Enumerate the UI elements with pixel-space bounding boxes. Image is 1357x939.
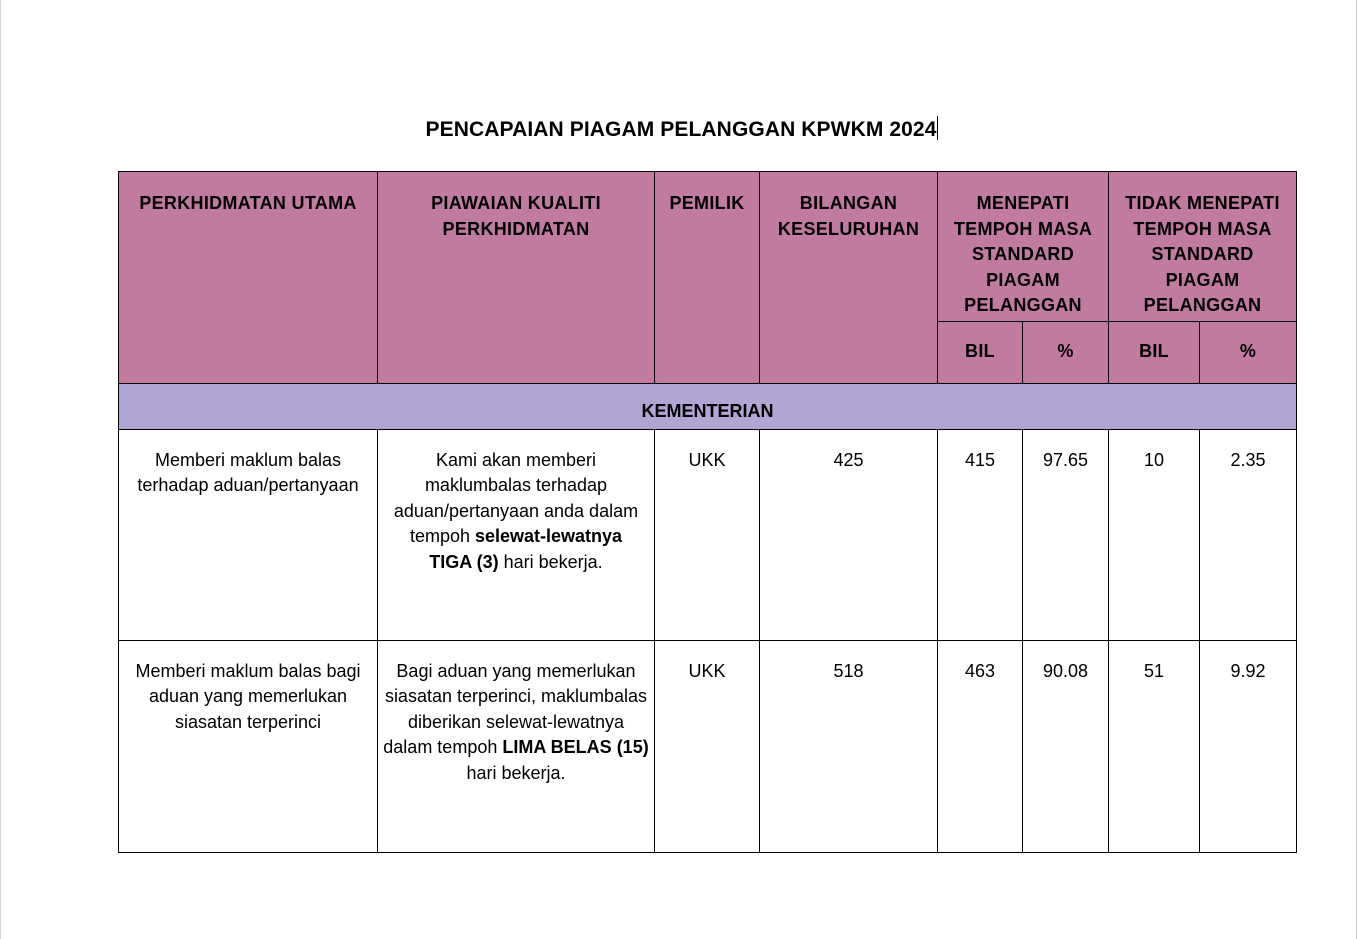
cell-notmet-bil: 10	[1109, 429, 1200, 640]
header-menepati-label: MENEPATI TEMPOH MASA STANDARD PIAGAM PELANGGAN	[953, 193, 1093, 315]
service-text: Memberi maklum balas bagi aduan yang memerlukan siasatan terperinci	[135, 660, 361, 732]
service-text: Memberi maklum balas terhadap aduan/pertanyaan	[137, 449, 359, 495]
standard-text	[378, 659, 654, 787]
cell-notmet-percent: 2.35	[1200, 429, 1297, 640]
header-bilangan-label: BILANGAN KESELURUHAN	[777, 193, 920, 239]
cell-service	[119, 640, 378, 852]
header-menepati	[938, 172, 1109, 322]
cell-owner: UKK	[655, 429, 760, 640]
section-row	[119, 383, 1297, 429]
standard-text-bold: selewat-lewatnya TIGA (3)	[429, 526, 623, 572]
cell-total: 425	[760, 429, 938, 640]
text-cursor	[937, 116, 938, 140]
header-piawaian	[378, 172, 655, 384]
subheader-notmet-percent: %	[1200, 321, 1297, 383]
cell-met-bil: 463	[938, 640, 1023, 852]
standard-text-pre: Kami akan memberi maklumbalas terhadap aduan/pertanyaan anda dalam tempoh	[393, 449, 639, 546]
section-kementerian	[119, 383, 1297, 429]
header-tidak-menepati-label: TIDAK MENEPATI TEMPOH MASA STANDARD PIAGAM PELANGGAN	[1125, 193, 1280, 315]
cell-standard	[378, 640, 655, 852]
cell-standard	[378, 429, 655, 640]
section-kementerian-label: KEMENTERIAN	[641, 401, 774, 421]
cell-service	[119, 429, 378, 640]
cell-notmet-percent: 9.92	[1200, 640, 1297, 852]
cell-met-bil: 415	[938, 429, 1023, 640]
subheader-met-bil: BIL	[938, 321, 1023, 383]
header-bilangan	[760, 172, 938, 384]
cell-notmet-bil: 51	[1109, 640, 1200, 852]
header-perkhidmatan-utama	[119, 172, 378, 384]
header-pemilik-label: PEMILIK	[669, 193, 745, 213]
cell-met-percent: 97.65	[1023, 429, 1109, 640]
header-pemilik	[655, 172, 760, 384]
header-row	[119, 172, 1297, 322]
standard-text	[378, 448, 654, 576]
table-row	[119, 640, 1297, 852]
header-tidak-menepati	[1109, 172, 1297, 322]
document-title	[1, 116, 1357, 142]
header-piawaian-label: PIAWAIAN KUALITI PERKHIDMATAN	[431, 193, 601, 239]
charter-table	[118, 171, 1297, 853]
subheader-notmet-bil: BIL	[1109, 321, 1200, 383]
table-row	[119, 429, 1297, 640]
cell-met-percent: 90.08	[1023, 640, 1109, 852]
standard-text-pre: Bagi aduan yang memerlukan siasatan terperinci, maklumbalas diberikan selewat-lewatnya dalam tempoh	[383, 660, 648, 757]
standard-text-post: hari bekerja.	[466, 762, 566, 783]
cell-total: 518	[760, 640, 938, 852]
document-title-text: PENCAPAIAN PIAGAM PELANGGAN KPWKM 2024	[425, 118, 937, 141]
subheader-met-percent: %	[1023, 321, 1109, 383]
standard-text-post: hari bekerja.	[498, 551, 603, 572]
cell-owner: UKK	[655, 640, 760, 852]
header-perkhidmatan-utama-label: PERKHIDMATAN UTAMA	[139, 193, 357, 213]
standard-text-bold: LIMA BELAS (15)	[502, 737, 649, 757]
